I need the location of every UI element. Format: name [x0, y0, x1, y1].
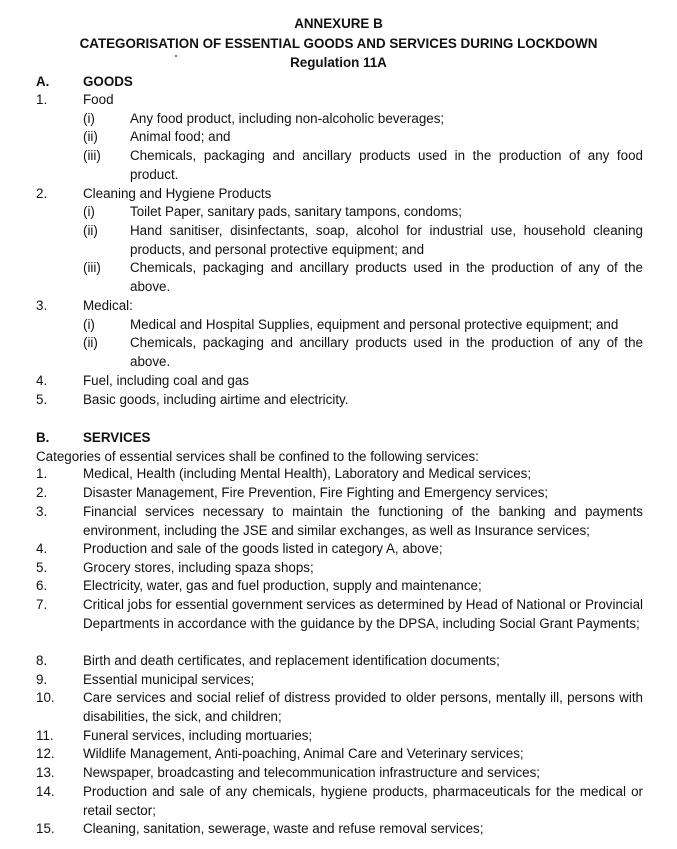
section-a-title: GOODS [83, 74, 133, 89]
item-number: 5. [36, 392, 48, 407]
section-a-letter: A. [36, 74, 50, 89]
subitem-number: (ii) [83, 335, 98, 350]
item-number: 5. [36, 560, 48, 575]
item-text: Care services and social relief of distress provided to older persons, mentally ill, persons with disabilities, the sick, and children; [83, 690, 643, 724]
annexure-label: ANNEXURE B [294, 16, 383, 31]
subitem-text: Animal food; and [130, 129, 231, 144]
subitem-text: Hand sanitiser, disinfectants, soap, alcohol for industrial use, household cleaning products, and personal protective equipment; and [130, 223, 643, 257]
item-text: Fuel, including coal and gas [83, 373, 250, 388]
item-number: 1. [36, 466, 48, 481]
subitem-text: Chemicals, packaging and ancillary products used in the production of any of the above. [130, 335, 643, 369]
subitem-text: Chemicals, packaging and ancillary products used in the production of any food product. [130, 148, 643, 182]
item-number: 12. [36, 746, 55, 761]
subitem-number: (i) [83, 317, 95, 332]
item-number: 6. [36, 578, 48, 593]
subitem-number: (iii) [83, 260, 101, 275]
item-text: Wildlife Management, Anti-poaching, Animal Care and Veterinary services; [83, 746, 524, 761]
item-number: 2. [36, 485, 48, 500]
subitem-number: (ii) [83, 129, 98, 144]
document-title: CATEGORISATION OF ESSENTIAL GOODS AND SERVICES DURING LOCKDOWN [79, 36, 598, 51]
subitem-text: Any food product, including non-alcoholic beverages; [130, 111, 445, 126]
item-text: Electricity, water, gas and fuel production, supply and maintenance; [83, 578, 482, 593]
subitem-text: Toilet Paper, sanitary pads, sanitary tampons, condoms; [130, 204, 462, 219]
item-number: 15. [36, 821, 55, 836]
subitem-text: Chemicals, packaging and ancillary products used in the production of any of the above. [130, 260, 643, 294]
item-text: Essential municipal services; [83, 672, 255, 687]
item-text: Disaster Management, Fire Prevention, Fire Fighting and Emergency services; [83, 485, 549, 500]
item-text: Newspaper, broadcasting and telecommunication infrastructure and services; [83, 765, 541, 780]
item-text: Birth and death certificates, and replacement identification documents; [83, 653, 500, 668]
item-number: 10. [36, 690, 55, 705]
item-text: Production and sale of any chemicals, hygiene products, pharmaceuticals for the medical or retail sector; [83, 784, 643, 818]
item-text: Critical jobs for essential government services as determined by Head of National or Provincial Departments in accordance with the guidance by the DPSA, including Social Grant Payments; [83, 597, 643, 631]
item-text: Production and sale of the goods listed in category A, above; [83, 541, 443, 556]
subitem-number: (iii) [83, 148, 101, 163]
item-number: 8. [36, 653, 48, 668]
item-text: Medical: [83, 298, 133, 313]
item-number: 4. [36, 373, 48, 388]
subitem-number: (i) [83, 204, 95, 219]
item-text: Cleaning and Hygiene Products [83, 186, 272, 201]
item-number: 13. [36, 765, 55, 780]
regulation-label: Regulation 11A [290, 55, 387, 70]
subitem-text: Medical and Hospital Supplies, equipment and personal protective equipment; and [130, 317, 619, 332]
item-text: Grocery stores, including spaza shops; [83, 560, 314, 575]
item-text: Food [83, 92, 114, 107]
services-intro: Categories of essential services shall be confined to the following services: [36, 449, 479, 464]
item-text: Funeral services, including mortuaries; [83, 728, 313, 743]
item-text: Basic goods, including airtime and electricity. [83, 392, 349, 407]
item-number: 9. [36, 672, 48, 687]
subitem-number: (i) [83, 111, 95, 126]
item-number: 11. [36, 728, 54, 743]
item-text: Financial services necessary to maintain the functioning of the banking and payments environment, including the JSE and similar exchanges, as well as Insurance services; [83, 504, 643, 538]
section-b-letter: B. [36, 430, 50, 445]
item-number: 4. [36, 541, 48, 556]
item-number: 3. [36, 298, 48, 313]
section-b-title: SERVICES [83, 430, 151, 445]
item-text: Cleaning, sanitation, sewerage, waste and refuse removal services; [83, 821, 484, 836]
item-number: 14. [36, 784, 55, 799]
item-number: 3. [36, 504, 48, 519]
item-number: 2. [36, 186, 48, 201]
item-number: 7. [36, 597, 48, 612]
item-text: Medical, Health (including Mental Health), Laboratory and Medical services; [83, 466, 532, 481]
subitem-number: (ii) [83, 223, 98, 238]
item-number: 1. [36, 92, 48, 107]
